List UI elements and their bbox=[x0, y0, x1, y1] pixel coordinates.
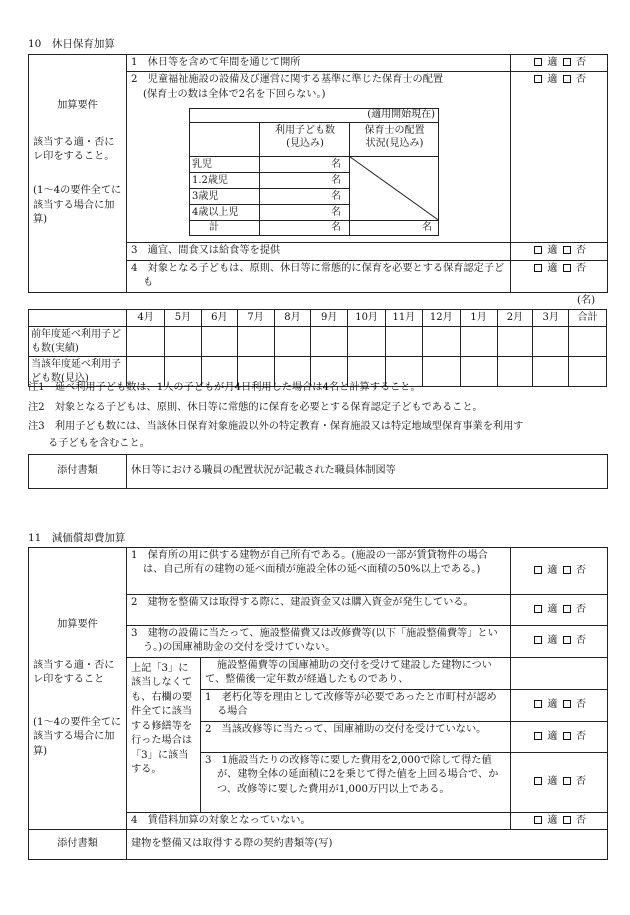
checkbox-no[interactable] bbox=[563, 700, 571, 708]
sec10-label-condition: (1～4の要件全てに該当する場合に加算) bbox=[33, 185, 122, 226]
checkbox-yes[interactable] bbox=[534, 700, 542, 708]
sec10-req3: 3 適宜、間食又は給食等を提供 bbox=[127, 243, 511, 260]
sec11-attach-text: 建物を整備又は取得する際の契約書類等(写) bbox=[127, 830, 608, 860]
unit: 名 bbox=[331, 159, 341, 171]
unit: 名 bbox=[331, 175, 341, 187]
sec11-req2: 2 建物を整備又は取得する際に、建設資金又は購入資金が発生している。 bbox=[127, 595, 511, 626]
month-header: 6月 bbox=[201, 310, 237, 327]
checkbox-yes[interactable] bbox=[534, 566, 542, 574]
checkbox-yes[interactable] bbox=[534, 816, 542, 824]
inner-row-infant: 乳児 bbox=[192, 159, 212, 171]
checkbox-yes[interactable] bbox=[534, 246, 542, 254]
sec10-req4-check: 適 否 bbox=[511, 260, 608, 292]
sec10-note3-cont: る子どもを含むこと。 bbox=[48, 438, 150, 449]
sec10-note3: 注3 利用子ども数には、当該休日保育対象施設以外の特定教育・保育施設又は特定地域型保育事業を利用す bbox=[28, 421, 524, 432]
sec11-req4-check: 適 否 bbox=[511, 812, 608, 829]
sec10-requirements-table bbox=[28, 54, 608, 293]
unit: 名 bbox=[331, 207, 341, 219]
row-label-current-year: 当該年度延べ利用子ども数(見込) bbox=[29, 357, 127, 387]
inner-row-3: 3歳児 bbox=[192, 191, 219, 203]
input-cell[interactable] bbox=[422, 357, 460, 387]
checkbox-no[interactable] bbox=[563, 605, 571, 613]
sec10-attach-label: 添付書類 bbox=[29, 455, 127, 489]
inner-col-children: 利用子ども数 (見込み) bbox=[275, 125, 335, 150]
sec11-req3-check: 適 否 bbox=[511, 626, 608, 658]
month-header: 4月 bbox=[127, 310, 165, 327]
inner-col-staff: 保育士の配置 状況(見込み) bbox=[364, 125, 425, 150]
sec10-req3-check: 適 否 bbox=[511, 243, 608, 260]
sec10-note1: 注1 延べ利用子ども数は、1人の子どもが月4日利用した場合は4名と計算すること。 bbox=[28, 382, 421, 393]
checkbox-no[interactable] bbox=[563, 264, 571, 272]
checkbox-yes[interactable] bbox=[534, 605, 542, 613]
input-cell[interactable] bbox=[386, 327, 423, 357]
input-cell[interactable] bbox=[569, 327, 607, 357]
sec10-req2-note: (保育士の数は全体で2名を下回らない。) bbox=[143, 88, 326, 100]
sec11-req2-check: 適 否 bbox=[511, 595, 608, 626]
sec10-req4: 4 対象となる子どもは、原則、休日等に常態的に保育を必要とする保育認定子ども bbox=[127, 260, 511, 292]
month-header: 3月 bbox=[533, 310, 569, 327]
sec10-unit-label: (名) bbox=[577, 295, 596, 306]
sec10-req1-check: 適 否 bbox=[511, 55, 608, 72]
checkbox-yes[interactable] bbox=[534, 75, 542, 83]
sec10-req1: 1 休日等を含めて年間を通じて開所 bbox=[127, 55, 511, 72]
inner-row-total: 計 bbox=[209, 222, 219, 234]
sec11-sub3: 3 1施設当たりの改修等に要した費用を2,000で除して得た値が、建物全体の延面積に2を乗じて得た値を上回る場合で、かつ、改修等に要した費用が1,000万円以上である。 bbox=[201, 752, 511, 812]
sec10-note2: 注2 対象となる子どもは、原則、休日等に常態的に保育を必要とする保育認定子どもであること。 bbox=[28, 402, 483, 413]
input-cell[interactable] bbox=[533, 327, 569, 357]
unit: 名 bbox=[422, 222, 432, 234]
row-label-previous-year: 前年度延べ利用子ども数(実績) bbox=[29, 327, 127, 357]
unit: 名 bbox=[331, 222, 341, 234]
month-header: 11月 bbox=[386, 310, 423, 327]
checkbox-no[interactable] bbox=[563, 566, 571, 574]
sec10-label-instruction: 該当する適・否にレ印をすること。 bbox=[33, 136, 115, 162]
checkbox-yes[interactable] bbox=[534, 732, 542, 740]
input-cell[interactable] bbox=[237, 327, 274, 357]
input-cell[interactable] bbox=[533, 357, 569, 387]
sec11-sub0: 施設整備費等の国庫補助の交付を受けて建設した建物について、整備後一定年数が経過したものであり、 bbox=[201, 657, 511, 689]
sec10-left-label bbox=[29, 55, 127, 293]
checkbox-no[interactable] bbox=[563, 816, 571, 824]
month-header-total: 合計 bbox=[569, 310, 607, 327]
checkbox-no[interactable] bbox=[563, 58, 571, 66]
sec11-sub1: 1 老朽化等を理由として改修等が必要であったと市町村が認める場合 bbox=[201, 689, 511, 721]
sec11-req1: 1 保育所の用に供する建物が自己所有である。(施設の一部が賃貸物件の場合は、自己所有の建物の延べ面積が施設全体の延べ面積の50%以上である。) bbox=[127, 548, 511, 595]
input-cell[interactable] bbox=[497, 357, 533, 387]
inner-caption: (適用開始現在) bbox=[367, 109, 435, 121]
checkbox-yes[interactable] bbox=[534, 636, 542, 644]
input-cell[interactable] bbox=[201, 327, 237, 357]
sec11-requirements-table bbox=[28, 547, 608, 830]
input-cell[interactable] bbox=[274, 327, 311, 357]
inner-row-4plus: 4歳以上児 bbox=[192, 207, 239, 219]
sec11-sub2-check: 適 否 bbox=[511, 721, 608, 752]
input-cell[interactable] bbox=[569, 357, 607, 387]
sec11-req4: 4 賃借料加算の対象となっていない。 bbox=[127, 812, 511, 829]
checkbox-yes[interactable] bbox=[534, 58, 542, 66]
sec11-req1-check: 適 否 bbox=[511, 548, 608, 595]
input-cell[interactable] bbox=[311, 327, 348, 357]
month-header: 5月 bbox=[165, 310, 202, 327]
inner-row-1-2: 1.2歳児 bbox=[192, 175, 228, 187]
month-header: 9月 bbox=[311, 310, 348, 327]
month-header: 10月 bbox=[348, 310, 386, 327]
sec10-monthly-table bbox=[28, 309, 607, 387]
input-cell[interactable] bbox=[348, 327, 386, 357]
month-header: 1月 bbox=[460, 310, 497, 327]
sec10-inner-staff-table bbox=[189, 108, 439, 236]
sec11-sub3-check: 適 否 bbox=[511, 752, 608, 812]
sec10-attachment-table bbox=[28, 454, 608, 489]
checkbox-yes[interactable] bbox=[534, 777, 542, 785]
sec10-attach-text: 休日等における職員の配置状況が記載された職員体制図等 bbox=[127, 455, 608, 489]
month-header: 7月 bbox=[237, 310, 274, 327]
input-cell[interactable] bbox=[127, 327, 165, 357]
checkbox-no[interactable] bbox=[563, 75, 571, 83]
checkbox-no[interactable] bbox=[563, 246, 571, 254]
sec10-req2-text: 2 児童福祉施設の設備及び運営に関する基準に準じた保育士の配置 bbox=[131, 74, 444, 86]
input-cell[interactable] bbox=[460, 327, 497, 357]
sec11-label-requirements: 加算要件 bbox=[57, 619, 98, 631]
sec11-sub1-check: 適 否 bbox=[511, 689, 608, 721]
sec10-label-requirements: 加算要件 bbox=[57, 100, 98, 112]
input-cell[interactable] bbox=[497, 327, 533, 357]
sec11-label-instruction: 該当する適・否にレ印をすること bbox=[33, 659, 115, 686]
checkbox-no[interactable] bbox=[563, 732, 571, 740]
sec11-attach-label: 添付書類 bbox=[29, 830, 127, 860]
unit: 名 bbox=[331, 191, 341, 203]
sec11-label-condition: (1～4の要件全てに該当する場合に加算) bbox=[33, 716, 122, 757]
section-11-title: 11 減価償却費加算 bbox=[28, 532, 126, 544]
sec10-req2 bbox=[127, 72, 511, 243]
sec10-req2-check: 適 否 bbox=[511, 72, 608, 243]
sec11-left-label bbox=[29, 548, 127, 830]
sec11-attachment-table bbox=[28, 829, 608, 860]
section-10-title: 10 休日保育加算 bbox=[28, 38, 115, 50]
sec11-req3: 3 建物の設備に当たって、施設整備費又は改修費等(以下「施設整備費等」という。)の国庫補助金の交付を受けていない。 bbox=[127, 626, 511, 658]
month-header: 2月 bbox=[497, 310, 533, 327]
input-cell[interactable] bbox=[422, 327, 460, 357]
checkbox-no[interactable] bbox=[563, 777, 571, 785]
input-cell[interactable] bbox=[165, 327, 202, 357]
sec11-sub2: 2 当該改修等に当たって、国庫補助の交付を受けていない。 bbox=[201, 721, 511, 752]
sec11-sub-label: 上記「3」に該当しなくても、右欄の要件全てに該当する修繕等を行った場合は「3」に該当する。 bbox=[127, 657, 201, 812]
month-header: 8月 bbox=[274, 310, 311, 327]
month-header: 12月 bbox=[422, 310, 460, 327]
checkbox-no[interactable] bbox=[563, 636, 571, 644]
checkbox-yes[interactable] bbox=[534, 264, 542, 272]
input-cell[interactable] bbox=[460, 357, 497, 387]
